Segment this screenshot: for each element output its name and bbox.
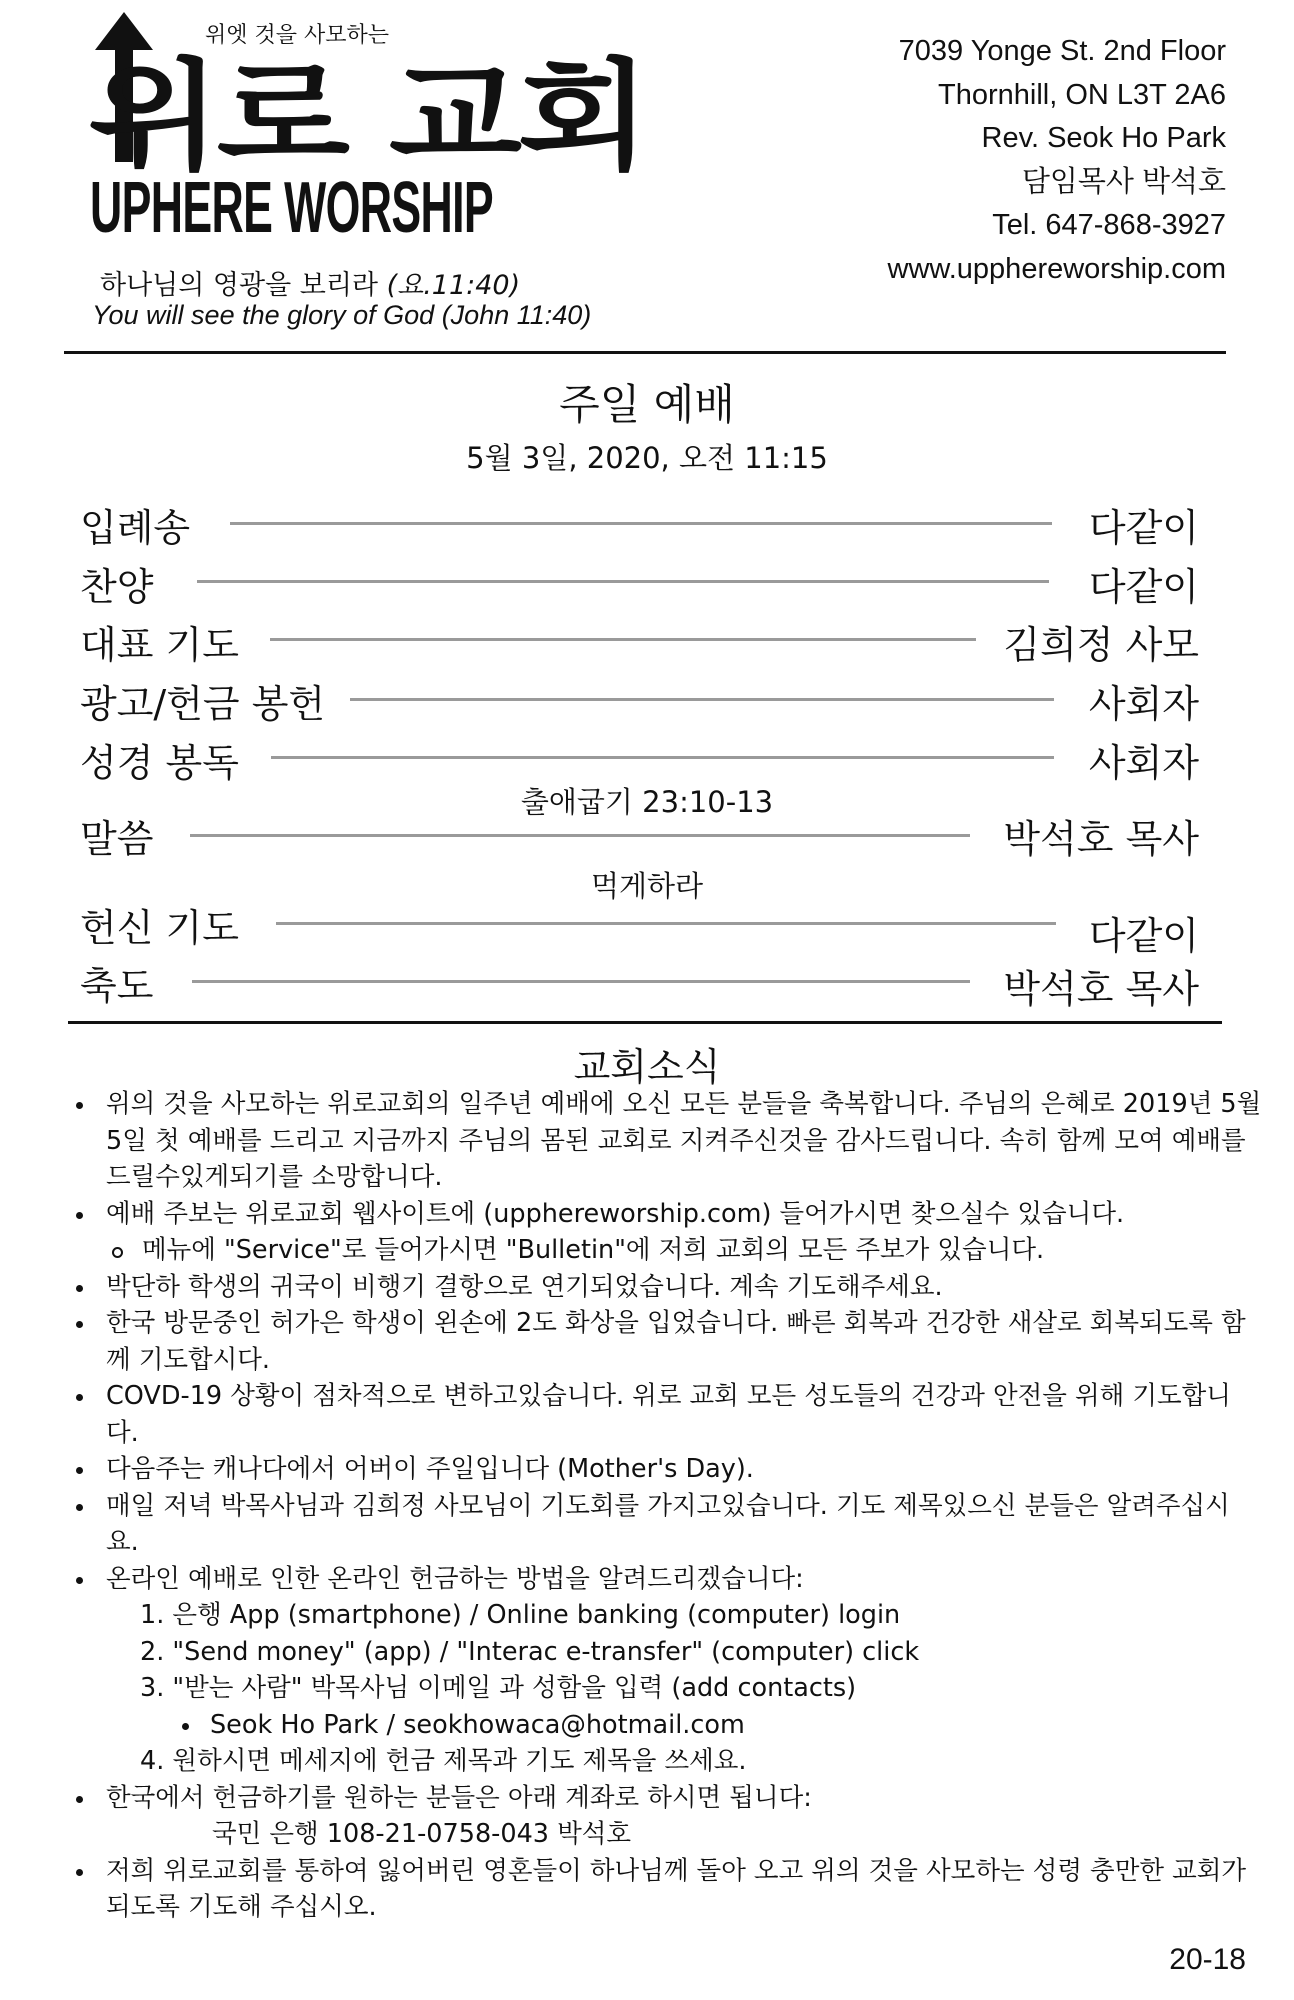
list-item: 박단하 학생의 귀국이 비행기 결항으로 연기되었습니다. 계속 기도해주세요. — [72, 1269, 1262, 1306]
leader-line — [230, 522, 1052, 525]
divider-middle — [68, 1021, 1222, 1024]
leader-line — [350, 698, 1054, 701]
order-item-label: 헌신 기도 — [80, 906, 239, 950]
scripture-reference: 출애굽기 23:10-13 — [520, 785, 774, 819]
leader-line — [276, 922, 1056, 925]
order-item-label: 말씀 — [80, 817, 154, 861]
address-city: Thornhill, ON L3T 2A6 — [938, 78, 1226, 111]
phone: Tel. 647-868-3927 — [992, 209, 1226, 241]
list-item: 저희 위로교회를 통하여 잃어버린 영혼들이 하나님께 돌아 오고 위의 것을 사모하는 성령 충만한 교회가 되도록 기도해 주십시오. — [72, 1853, 1262, 1926]
order-item-label: 대표 기도 — [80, 623, 239, 667]
divider-top — [64, 351, 1226, 354]
leader-line — [270, 638, 976, 641]
order-item-leader: 다같이 — [1088, 506, 1199, 550]
order-item-leader: 사회자 — [1088, 741, 1199, 785]
leader-line — [190, 834, 970, 837]
list-item: 한국에서 헌금하기를 원하는 분들은 아래 계좌로 하시면 됩니다: — [72, 1780, 1262, 1817]
step-item: 3. "받는 사람" 박목사님 이메일 과 성함을 입력 (add contacts) — [140, 1673, 857, 1703]
step-item: 2. "Send money" (app) / "Interac e-transfer" (computer) click — [140, 1636, 920, 1667]
church-address — [888, 30, 1226, 291]
leader-line — [271, 756, 1054, 759]
verse-english: You will see the glory of God (John 11:40) — [92, 300, 592, 330]
list-item: 매일 저녁 박목사님과 김희정 사모님이 기도회를 가지고있습니다. 기도 제목있으신 분들은 알려주십시요. — [72, 1488, 1262, 1561]
service-title: 주일 예배 — [559, 380, 735, 429]
page-number: 20-18 — [1169, 1943, 1246, 1976]
order-item-leader: 다같이 — [1088, 565, 1199, 609]
order-item-leader: 사회자 — [1088, 682, 1199, 726]
logo-korean: 위로 교회 — [88, 48, 647, 187]
website: www.upphereworship.com — [887, 252, 1226, 285]
leader-line — [192, 980, 970, 983]
order-item-label: 성경 봉독 — [80, 741, 239, 785]
logo-english: UPHERE WORSHIP — [90, 168, 494, 248]
bank-account: 국민 은행 108-21-0758-043 박석호 — [212, 1819, 632, 1849]
news-list — [72, 1086, 1262, 1926]
order-item-leader: 박석호 목사 — [1003, 967, 1199, 1011]
service-date: 5월 3일, 2020, 오전 11:15 — [466, 441, 828, 475]
list-item: 예배 주보는 위로교회 웹사이트에 (upphereworship.com) 들어가시면 찾으실수 있습니다. — [72, 1196, 1262, 1233]
step-sub-item: Seok Ho Park / seokhowaca@hotmail.com — [72, 1707, 1262, 1744]
order-item-leader: 박석호 목사 — [1003, 817, 1199, 861]
order-item-leader: 김희정 사모 — [1003, 623, 1199, 667]
list-item: 메뉴에 "Service"로 들어가시면 "Bulletin"에 저희 교회의 모든 주보가 있습니다. — [72, 1232, 1262, 1269]
list-item: 온라인 예배로 인한 온라인 헌금하는 방법을 알려드리겠습니다: — [72, 1561, 1262, 1598]
order-item-label: 입례송 — [80, 506, 191, 550]
step-item: 4. 원하시면 메세지에 헌금 제목과 기도 제목을 쓰세요. — [140, 1746, 747, 1776]
order-item-leader: 다같이 — [1088, 914, 1199, 958]
order-item-label: 찬양 — [80, 565, 154, 609]
leader-line — [197, 580, 1049, 583]
pastor-korean: 담임목사 박석호 — [1021, 165, 1226, 198]
address-street: 7039 Yonge St. 2nd Floor — [898, 35, 1226, 67]
verse-korean — [100, 263, 520, 302]
news-title: 교회소식 — [573, 1045, 721, 1089]
step-item: 1. 은행 App (smartphone) / Online banking (computer) login — [140, 1600, 901, 1630]
list-item: 다음주는 캐나다에서 어버이 주일입니다 (Mother's Day). — [72, 1451, 1262, 1488]
order-item-label: 광고/헌금 봉헌 — [80, 682, 326, 726]
verse-korean-ref: (요.11:40) — [386, 270, 521, 301]
pastor-english: Rev. Seok Ho Park — [981, 122, 1226, 154]
list-item: 한국 방문중인 허가은 학생이 왼손에 2도 화상을 입었습니다. 빠른 회복과 건강한 새살로 회복되도록 함께 기도합시다. — [72, 1305, 1262, 1378]
list-item: 위의 것을 사모하는 위로교회의 일주년 예배에 오신 모든 분들을 축복합니다. 주님의 은혜로 2019년 5월 5일 첫 예배를 드리고 지금까지 주님의 몸된 교회로 지켜주신것을 감사드립니다. 속히 함께 모여 예배를 드릴수있게되기를 소망합니다. — [72, 1086, 1262, 1196]
order-item-label: 축도 — [80, 964, 154, 1008]
tagline: 위엣 것을 사모하는 — [205, 23, 390, 48]
sermon-title: 먹게하라 — [590, 869, 704, 903]
list-item: COVD-19 상황이 점차적으로 변하고있습니다. 위로 교회 모든 성도들의 건강과 안전을 위해 기도합니다. — [72, 1378, 1262, 1451]
verse-korean-text: 하나님의 영광을 보리라 — [100, 270, 387, 301]
